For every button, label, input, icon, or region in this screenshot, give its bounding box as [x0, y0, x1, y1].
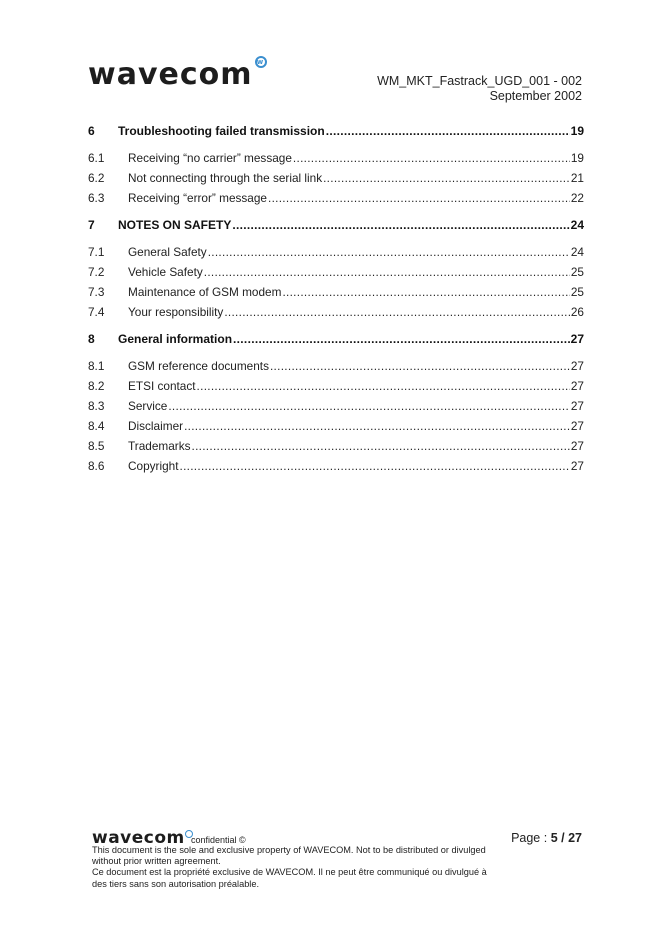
toc-entry-number: 6 [88, 124, 95, 138]
toc-entry[interactable] [88, 191, 584, 209]
toc-entry-page: 21 [570, 171, 584, 185]
toc-entry-page: 19 [570, 151, 584, 165]
toc-entry[interactable] [88, 305, 584, 323]
toc-entry-page: 27 [570, 359, 584, 373]
toc-entry-title: ETSI contact [128, 379, 196, 393]
legal-english-line-1: This document is the sole and exclusive property of WAVECOM. Not to be distributed or divulged [92, 845, 486, 855]
toc-entry-title: Receiving “no carrier” message [128, 151, 292, 165]
toc-leader-dots [270, 359, 570, 373]
toc-leader-dots [184, 419, 570, 433]
toc-leader-dots [293, 151, 570, 165]
legal-notice [92, 845, 584, 890]
toc-entry[interactable] [88, 245, 584, 263]
toc-entry[interactable] [88, 419, 584, 437]
toc-leader-dots [197, 379, 570, 393]
toc-entry-number: 8.1 [88, 359, 105, 373]
toc-entry[interactable] [88, 439, 584, 457]
toc-entry-number: 8 [88, 332, 95, 346]
toc-entry[interactable] [88, 359, 584, 377]
toc-entry-page: 27 [570, 439, 584, 453]
toc-entry[interactable] [88, 399, 584, 417]
toc-entry[interactable] [88, 459, 584, 477]
document-date: September 2002 [489, 89, 582, 103]
toc-entry[interactable] [88, 379, 584, 397]
wavecom-logo [88, 57, 265, 92]
toc-entry-title: Service [128, 399, 168, 413]
toc-entry-number: 7.1 [88, 245, 105, 259]
toc-entry-number: 7 [88, 218, 95, 232]
toc-entry-title: Troubleshooting failed transmission [118, 124, 325, 138]
toc-entry-page: 19 [570, 124, 584, 138]
toc-entry-title: Vehicle Safety [128, 265, 203, 279]
toc-entry-title: Receiving “error” message [128, 191, 267, 205]
toc-entry-number: 8.3 [88, 399, 105, 413]
document-header [377, 74, 582, 104]
toc-entry-title: Copyright [128, 459, 179, 473]
toc-entry[interactable] [88, 124, 584, 142]
toc-entry-page: 26 [570, 305, 584, 319]
logo-swirl-icon: w [255, 56, 267, 68]
toc-leader-dots [180, 459, 570, 473]
toc-leader-dots [233, 332, 570, 346]
toc-leader-dots [326, 124, 570, 138]
toc-entry-title: General Safety [128, 245, 207, 259]
toc-leader-dots [208, 245, 570, 259]
toc-leader-dots [323, 171, 570, 185]
toc-entry[interactable] [88, 332, 584, 350]
toc-entry-title: Your responsibility [128, 305, 224, 319]
legal-french-line-1: Ce document est la propriété exclusive de WAVECOM. Il ne peut être communiqué ou divulgué à [92, 867, 487, 878]
toc-entry-title: NOTES ON SAFETY [118, 218, 232, 232]
confidential-label: confidential © [191, 835, 246, 845]
toc-entry-number: 6.3 [88, 191, 105, 205]
page-total: 27 [568, 831, 582, 845]
toc-entry-title: Maintenance of GSM modem [128, 285, 282, 299]
legal-english-line-2: without prior written agreement. [92, 856, 221, 867]
toc-entry-title: Trademarks [128, 439, 191, 453]
toc-leader-dots [268, 191, 570, 205]
toc-entry-page: 24 [570, 218, 584, 232]
page-separator: / [561, 831, 565, 845]
toc-leader-dots [192, 439, 570, 453]
footer-logo-text: wavecom [92, 828, 185, 848]
toc-entry-number: 8.4 [88, 419, 105, 433]
page-current: 5 [550, 831, 558, 845]
legal-french-line-2: des tiers sans son autorisation préalable. [92, 878, 260, 889]
toc-entry-number: 7.4 [88, 305, 105, 319]
toc-entry-page: 27 [570, 459, 584, 473]
toc-entry-title: GSM reference documents [128, 359, 269, 373]
toc-entry[interactable] [88, 171, 584, 189]
toc-entry-page: 25 [570, 285, 584, 299]
toc-entry-page: 27 [570, 419, 584, 433]
toc-entry-number: 8.2 [88, 379, 105, 393]
toc-entry-title: Not connecting through the serial link [128, 171, 323, 185]
toc-entry-page: 27 [570, 399, 584, 413]
toc-entry[interactable] [88, 265, 584, 283]
toc-entry-title: Disclaimer [128, 419, 184, 433]
toc-entry-number: 7.2 [88, 265, 105, 279]
logo-text: wavecom [88, 57, 253, 92]
toc-entry-number: 6.2 [88, 171, 105, 185]
toc-leader-dots [224, 305, 570, 319]
toc-leader-dots [282, 285, 569, 299]
toc-entry-number: 8.6 [88, 459, 105, 473]
toc-entry-page: 24 [570, 245, 584, 259]
page-number [511, 831, 582, 845]
toc-entry-number: 8.5 [88, 439, 105, 453]
toc-leader-dots [168, 399, 570, 413]
toc-entry-number: 7.3 [88, 285, 105, 299]
toc-entry-page: 22 [570, 191, 584, 205]
toc-entry-page: 27 [570, 332, 584, 346]
toc-leader-dots [204, 265, 570, 279]
toc-entry-page: 27 [570, 379, 584, 393]
toc-leader-dots [232, 218, 569, 232]
toc-entry[interactable] [88, 151, 584, 169]
toc-entry-number: 6.1 [88, 151, 105, 165]
document-reference: WM_MKT_Fastrack_UGD_001 - 002 [377, 74, 582, 88]
toc-entry[interactable] [88, 285, 584, 303]
toc-entry-page: 25 [570, 265, 584, 279]
page-label: Page : [511, 831, 548, 845]
toc-entry[interactable] [88, 218, 584, 236]
toc-entry-title: General information [118, 332, 233, 346]
